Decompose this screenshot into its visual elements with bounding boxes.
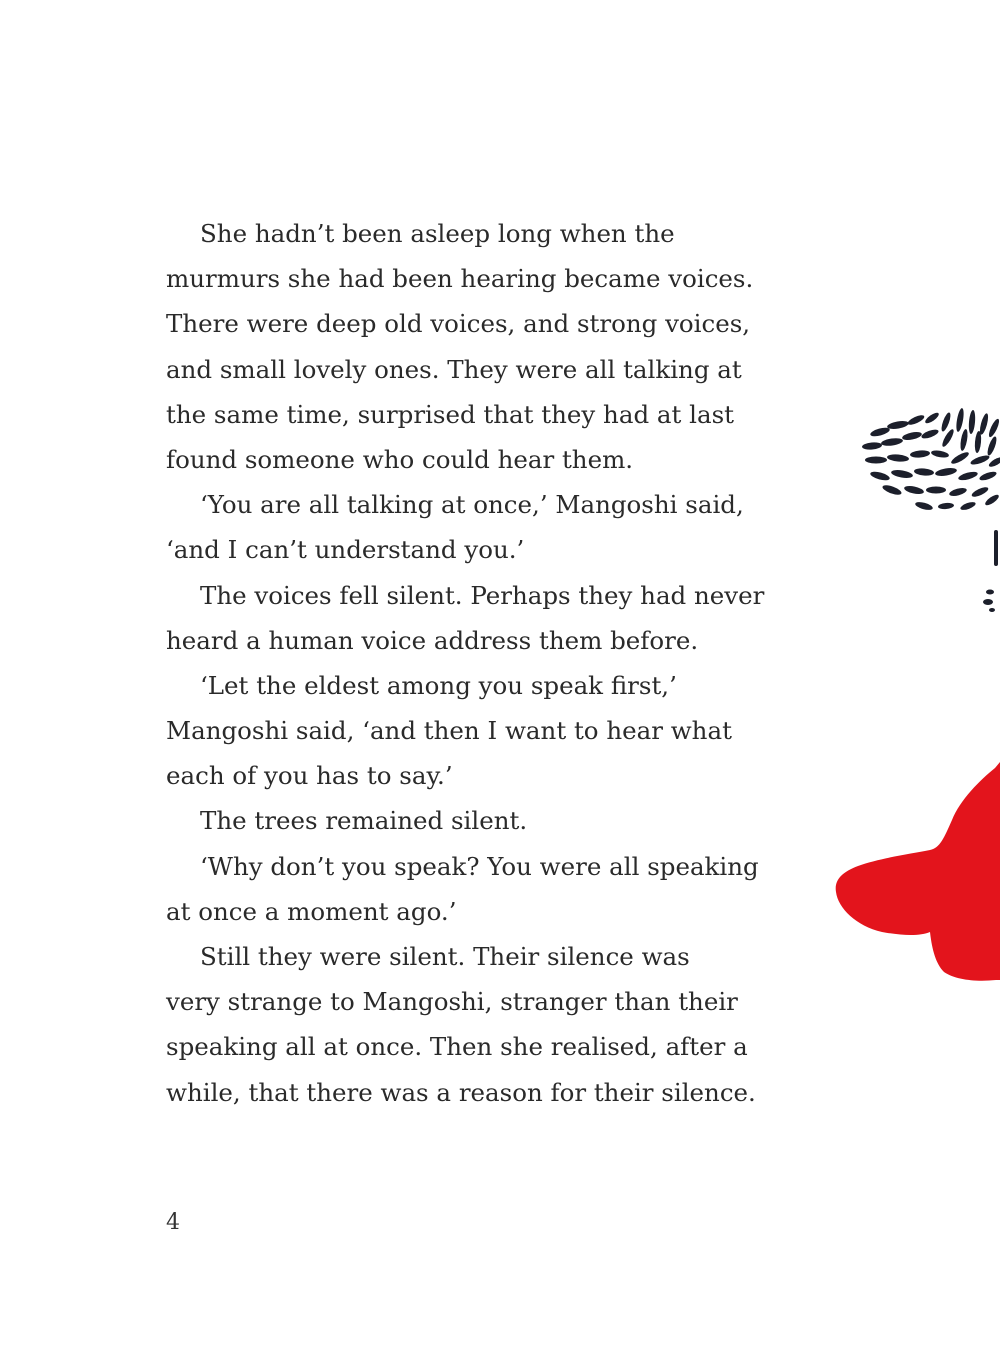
text-line: The trees remained silent. [200,806,528,836]
text-line: ‘Why don’t you speak? You were all speaking [200,851,759,881]
text-line: ‘and I can’t understand you.’ [166,535,525,565]
text-line: very strange to Mangoshi, stranger than their [166,987,738,1017]
stem-fragments [983,530,998,612]
text-line: heard a human voice address them before. [166,625,699,655]
text-line: each of you has to say.’ [166,761,453,791]
text-line: and small lovely ones. They were all talking at [166,354,742,384]
story-text [166,211,766,1115]
text-line: the same time, surprised that they had at last [166,399,735,429]
page-number: 4 [166,1210,180,1235]
text-line: The voices fell silent. Perhaps they had never [200,580,765,610]
text-line: Still they were silent. Their silence was [200,942,690,971]
text-line: She hadn’t been asleep long when the [200,219,675,248]
text-line: found someone who could hear them. [166,444,634,474]
dark-foliage-cluster [862,408,1000,512]
text-line: ‘You are all talking at once,’ Mangoshi said, [200,490,744,520]
text-line: at once a moment ago.’ [166,896,457,926]
text-line: while, that there was a reason for their silence. [166,1077,756,1107]
red-flower-shape [836,762,1000,981]
text-line: Mangoshi said, ‘and then I want to hear what [166,716,732,746]
text-line: speaking all at once. Then she realised, after a [166,1032,748,1062]
edge-illustration [820,380,1000,1020]
text-line: murmurs she had been hearing became voices. [166,264,754,294]
text-line: ‘Let the eldest among you speak first,’ [200,670,677,700]
text-line: There were deep old voices, and strong voices, [166,309,751,339]
